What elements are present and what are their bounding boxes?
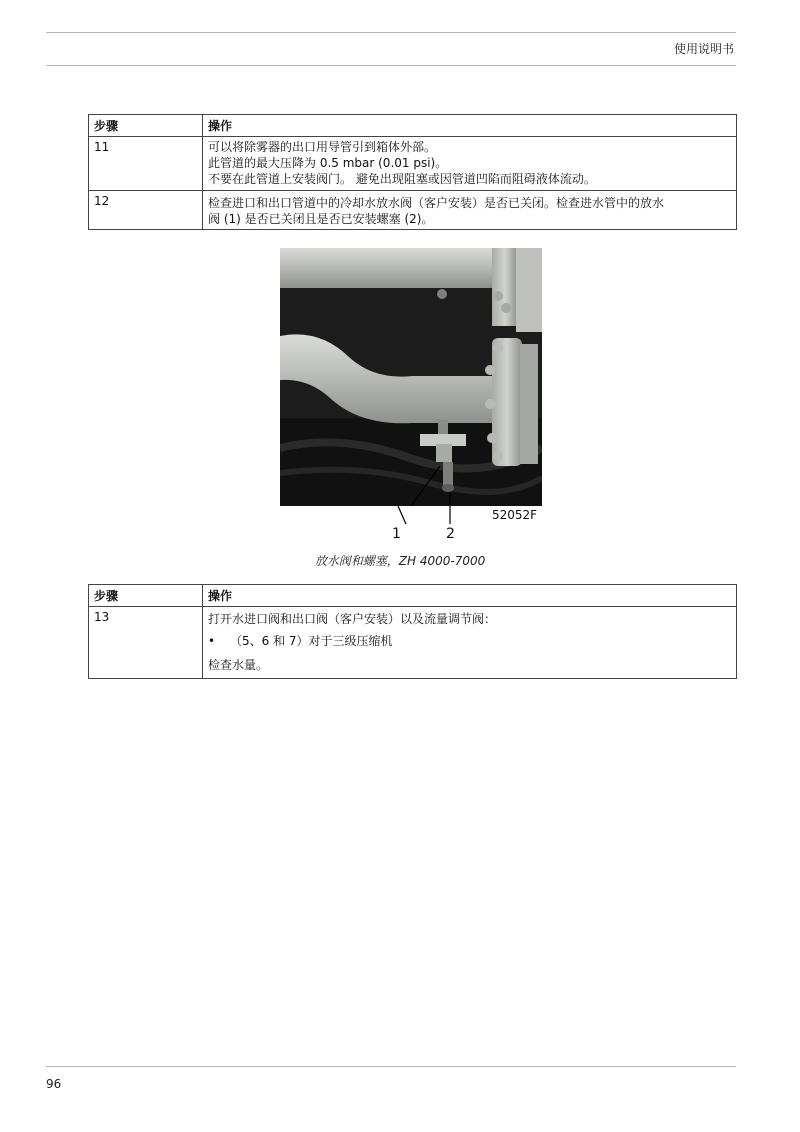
- figure-code: 52052F: [492, 508, 538, 522]
- bullet-item: [208, 628, 731, 653]
- header-rule-top: [46, 32, 736, 33]
- callout-2: 2: [446, 526, 455, 542]
- callout-1: 1: [392, 526, 401, 542]
- step-number: 12: [89, 191, 203, 230]
- column-header-action: 操作: [203, 585, 737, 607]
- step-action: [203, 191, 737, 230]
- column-header-step: 步骤: [89, 115, 203, 137]
- action-line: 阀 (1) 是否已关闭且是否已安装螺塞 (2)。: [208, 212, 434, 226]
- action-line: 检查水量。: [208, 658, 269, 672]
- action-line: 检查进口和出口管道中的冷却水放水阀（客户安装）是否已关闭。检查进水管中的放水: [208, 196, 665, 210]
- document-title: 使用说明书: [673, 42, 734, 56]
- footer-rule: [46, 1066, 736, 1067]
- bullet-dot: •: [208, 634, 216, 648]
- action-line: 打开水进口阀和出口阀（客户安装）以及流量调节阀：: [208, 612, 497, 626]
- header-rule-bottom: [46, 65, 736, 66]
- table-row: [89, 191, 737, 230]
- step-number: 11: [89, 137, 203, 191]
- bullet-text: （5、6 和 7）对于三级压缩机: [230, 634, 393, 648]
- column-header-action: 操作: [203, 115, 737, 137]
- action-line: 可以将除雾器的出口用导管引到箱体外部。: [208, 140, 437, 154]
- drain-valve-photo: [280, 248, 542, 544]
- steps-table-1: [88, 114, 737, 230]
- table-header-row: [89, 115, 737, 137]
- figure-caption: 放水阀和螺塞，ZH 4000-7000: [314, 554, 486, 568]
- page-number: 96: [46, 1077, 62, 1091]
- step-action: [203, 137, 737, 191]
- table-header-row: [89, 585, 737, 607]
- table-row: [89, 607, 737, 679]
- action-line: 此管道的最大压降为 0.5 mbar (0.01 psi)。: [208, 156, 448, 170]
- step-action: [203, 607, 737, 679]
- action-line: 不要在此管道上安装阀门。 避免出现阻塞或因管道凹陷而阻碍液体流动。: [208, 172, 596, 186]
- step-number: 13: [89, 607, 203, 679]
- column-header-step: 步骤: [89, 585, 203, 607]
- table-row: [89, 137, 737, 191]
- pipe-illustration: [280, 248, 542, 544]
- steps-table-2: [88, 584, 737, 679]
